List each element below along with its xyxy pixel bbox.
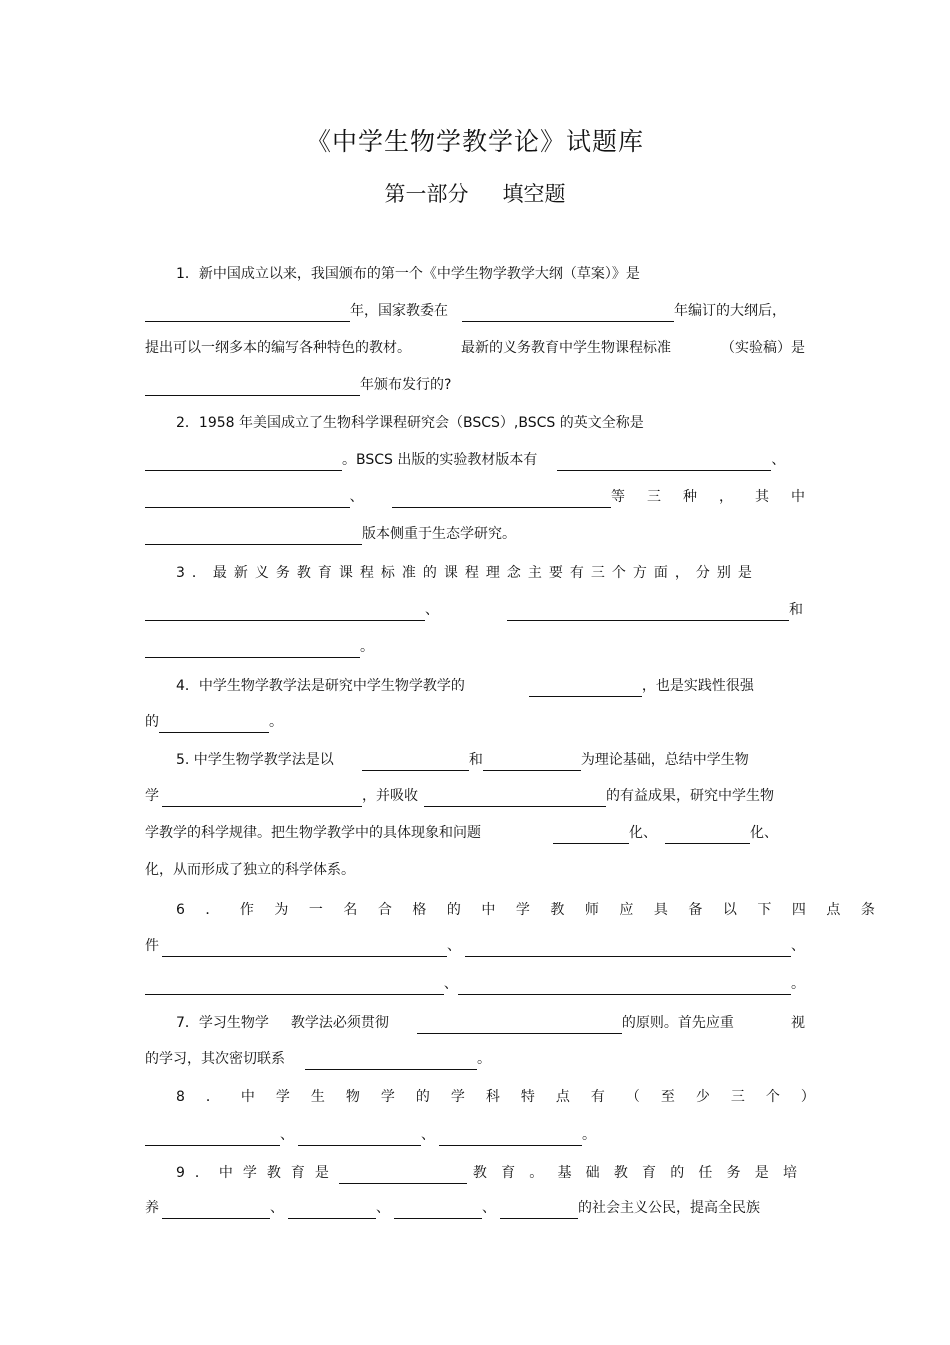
answer-blank[interactable] [162,790,362,807]
answer-blank[interactable] [298,1129,421,1146]
answer-blank[interactable] [145,491,350,508]
answer-blank[interactable] [394,1202,482,1219]
question-6-line-2: 件 、 、 [145,935,805,957]
question-1-line-2: 年，国家教委在 年编订的大纲后， [145,300,805,322]
answer-blank[interactable] [507,604,789,621]
question-2-line-2: 。BSCS 出版的实验教材版本有 、 [145,449,805,471]
answer-blank[interactable] [145,454,342,471]
answer-blank[interactable] [665,827,750,844]
answer-blank[interactable] [529,680,642,697]
answer-blank[interactable] [145,641,360,658]
question-4-line-2: 的 。 [145,711,805,733]
answer-blank[interactable] [439,1129,582,1146]
answer-blank[interactable] [145,978,444,995]
question-1-line-1: 1．新中国成立以来，我国颁布的第一个《中学生物学教学大纲（草案）》是 [176,266,640,282]
answer-blank[interactable] [145,379,360,396]
answer-blank[interactable] [159,716,269,733]
answer-blank[interactable] [417,1017,622,1034]
answer-blank[interactable] [162,940,447,957]
answer-blank[interactable] [392,491,611,508]
answer-blank[interactable] [465,940,791,957]
question-5-line-3: 学教学的科学规律。把生物学教学中的具体现象和问题 化、 化、 [145,822,805,844]
question-4-line-1: 4．中学生物学教学法是研究中学生物学教学的 ，也是实践性很强 [176,675,805,697]
answer-blank[interactable] [500,1202,578,1219]
answer-blank[interactable] [145,528,362,545]
question-2-line-3: 、 等三种，其中 [145,486,805,508]
answer-blank[interactable] [145,305,350,322]
question-6-line-1: 6．作为一名合格的中学教师应具备以下四点条 [176,902,896,918]
section-type: 填空题 [502,182,566,206]
answer-blank[interactable] [553,827,629,844]
section-heading [0,178,950,208]
question-5-line-2: 学 ，并吸收 的有益成果，研究中学生物 [145,785,805,807]
answer-blank[interactable] [145,604,425,621]
answer-blank[interactable] [483,754,581,771]
answer-blank[interactable] [362,754,469,771]
question-8-line-2: 、 、 。 [145,1124,805,1146]
question-5-line-4: 化，从而形成了独立的科学体系。 [145,862,355,878]
answer-blank[interactable] [462,305,674,322]
question-7-line-2: 的学习，其次密切联系 。 [145,1048,805,1070]
answer-blank[interactable] [288,1202,376,1219]
answer-blank[interactable] [458,978,791,995]
question-3-line-1: 3．最新义务教育课程标准的课程理念主要有三个方面，分别是 [176,565,759,581]
question-2-line-4: 版本侧重于生态学研究。 [145,523,805,545]
section-part: 第一部分 [384,182,469,206]
question-5-line-1: 5. 中学生物学教学法是以 和 为理论基础，总结中学生物 [176,749,805,771]
answer-blank[interactable] [339,1167,467,1184]
question-9-line-2: 养 、 、 、 的社会主义公民，提高全民族 [145,1197,805,1219]
question-1-line-3: 提出可以一纲多本的编写各种特色的教材。 最新的义务教育中学生物课程标准 （实验稿）是 [145,340,805,356]
question-3-line-3: 。 [145,636,805,658]
answer-blank[interactable] [557,454,771,471]
question-2-line-1: 2．1958 年美国成立了生物科学课程研究会（BSCS）,BSCS 的英文全称是 [176,415,644,431]
question-9-line-1: 9．中学教育是 教育。基础教育的任务是培 [176,1162,805,1184]
answer-blank[interactable] [424,790,606,807]
question-7-line-1: 7．学习生物学 教学法必须贯彻 的原则。首先应重 视 [176,1012,805,1034]
question-6-line-3: 、 。 [145,973,805,995]
question-3-line-2: 、 和 [145,599,805,621]
question-8-line-1: 8．中学生物学的学科特点有（至少三个） [176,1089,836,1105]
document-title: 《中学生物学教学论》试题库 [305,127,644,156]
question-1-line-4: 年颁布发行的? [145,374,805,396]
answer-blank[interactable] [305,1053,477,1070]
answer-blank[interactable] [162,1202,270,1219]
answer-blank[interactable] [145,1129,280,1146]
